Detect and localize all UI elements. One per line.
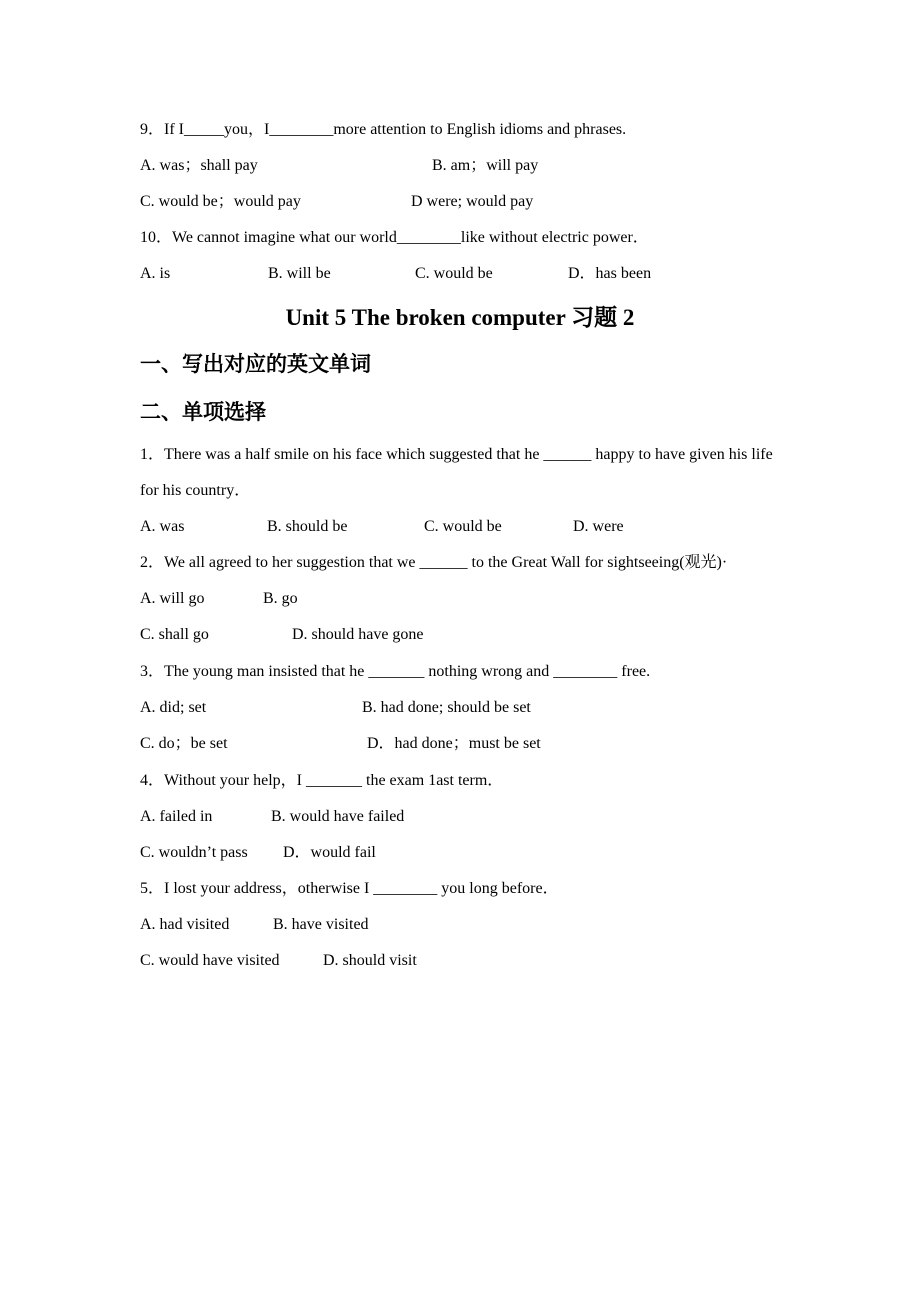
question-4-options-row-2: [0, 835, 920, 871]
section-2-heading: 二、单项选择: [140, 400, 266, 424]
question-3-option-b: B. had done; should be set: [362, 699, 531, 716]
question-4-options-row-1: [0, 799, 920, 835]
question-1-line-2: [0, 473, 920, 509]
question-10: [0, 220, 920, 256]
question-3-option-d: D．had done；must be set: [367, 735, 541, 752]
question-5: [0, 871, 920, 907]
question-10-option-d: D．has been: [568, 265, 652, 282]
question-1-text-line-1: 1．There was a half smile on his face which suggested that he ______ happy to have given his life: [140, 446, 773, 463]
question-4-option-d: D．would fail: [283, 844, 376, 861]
question-9-text: 9．If I_____you，I________more attention to English idioms and phrases.: [140, 121, 627, 138]
question-9-options-row-2: [0, 184, 920, 220]
question-4-option-b: B. would have failed: [271, 808, 405, 825]
question-5-option-b: B. have visited: [273, 916, 369, 933]
question-1-option-c: C. would be: [424, 518, 502, 535]
section-1-heading: 一、写出对应的英文单词: [140, 352, 371, 376]
question-5-option-a: A. had visited: [140, 916, 230, 933]
question-3-text: 3．The young man insisted that he _______ nothing wrong and ________ free.: [140, 663, 651, 680]
question-4-option-a: A. failed in: [140, 808, 213, 825]
question-3-option-c: C. do；be set: [140, 735, 228, 752]
question-5-option-d: D. should visit: [323, 952, 417, 969]
question-3: [0, 654, 920, 690]
question-10-option-a: A. is: [140, 265, 171, 282]
question-4-text: 4．Without your help，I _______ the exam 1ast term．: [140, 772, 504, 789]
question-1-line-1: [0, 437, 920, 473]
question-3-options-row-2: [0, 726, 920, 762]
question-3-option-a: A. did; set: [140, 699, 207, 716]
question-9-option-c: C. would be；would pay: [140, 193, 301, 210]
question-3-options-row-1: [0, 690, 920, 726]
question-2-option-b: B. go: [263, 590, 298, 607]
question-9-option-a: A. was；shall pay: [140, 157, 258, 174]
question-5-options-row-1: [0, 907, 920, 943]
question-2-text: 2．We all agreed to her suggestion that we ______ to the Great Wall for sightseeing(观光)·: [140, 554, 728, 571]
question-9-option-b: B. am；will pay: [432, 157, 539, 174]
question-1-text-line-2: for his country．: [140, 482, 251, 499]
question-1-option-d: D. were: [573, 518, 624, 535]
question-9-options-row-1: [0, 148, 920, 184]
question-5-text: 5．I lost your address，otherwise I ________ you long before．: [140, 880, 559, 897]
question-9: [0, 112, 920, 148]
question-2-options-row-2: [0, 617, 920, 653]
question-1-option-b: B. should be: [267, 518, 348, 535]
question-4-option-c: C. wouldn’t pass: [140, 844, 248, 861]
question-2-option-d: D. should have gone: [292, 626, 424, 643]
exercise-title: Unit 5 The broken computer 习题 2: [285, 305, 635, 330]
question-2: [0, 545, 920, 581]
question-10-text: 10．We cannot imagine what our world________like without electric power．: [140, 229, 649, 246]
question-2-option-a: A. will go: [140, 590, 205, 607]
question-4: [0, 763, 920, 799]
question-5-options-row-2: [0, 943, 920, 979]
question-1-option-a: A. was: [140, 518, 185, 535]
question-10-options-row: [0, 256, 920, 292]
question-9-option-d: D were; would pay: [411, 193, 534, 210]
question-2-options-row-1: [0, 581, 920, 617]
question-5-option-c: C. would have visited: [140, 952, 280, 969]
question-2-option-c: C. shall go: [140, 626, 209, 643]
question-1-options-row: [0, 509, 920, 545]
question-10-option-b: B. will be: [268, 265, 331, 282]
question-10-option-c: C. would be: [415, 265, 493, 282]
